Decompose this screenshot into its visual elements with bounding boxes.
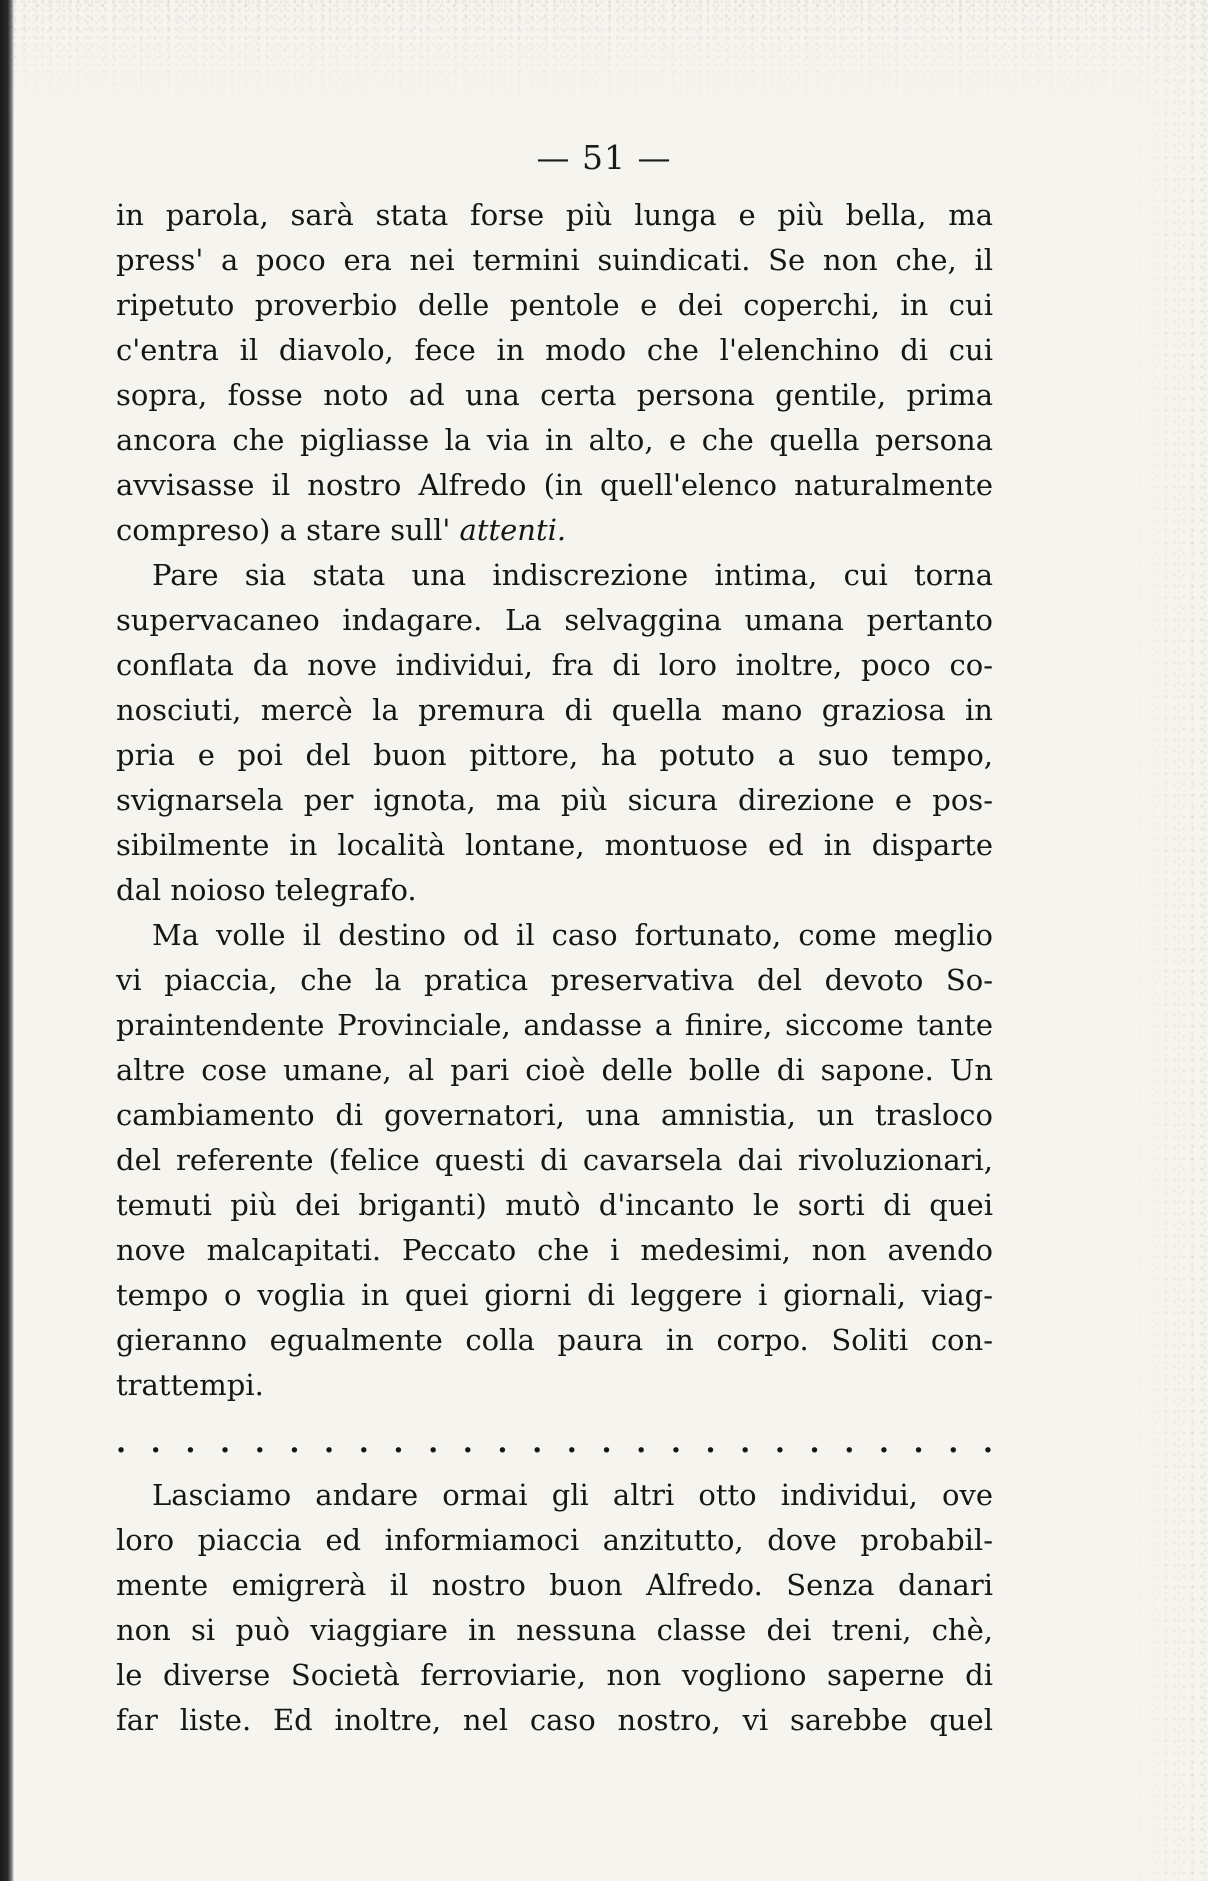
text-line: sopra, fosse noto ad una certa persona gentile, prima (116, 378, 993, 412)
text-line: altre cose umane, al pari cioè delle bolle di sapone. Un (116, 1053, 993, 1087)
text-line: cambiamento di governatori, una amnistia, un trasloco (116, 1098, 993, 1132)
text-line: sibilmente in località lontane, montuose ed in disparte (116, 828, 993, 862)
paragraph (116, 913, 993, 1408)
text-segment: compreso) a stare sull' (116, 513, 460, 547)
text-line: nosciuti, mercè la premura di quella mano graziosa in (116, 693, 993, 727)
text-line: press' a poco era nei termini suindicati. Se non che, il (116, 243, 993, 277)
text-line: far liste. Ed inoltre, nel caso nostro, vi sarebbe quel (116, 1703, 993, 1737)
text-line: praintendente Provinciale, andasse a finire, siccome tante (116, 1008, 993, 1042)
text-line: dal noioso telegrafo. (116, 873, 417, 907)
paragraph (116, 1473, 993, 1743)
text-line: vi piaccia, che la pratica preservativa del devoto So- (116, 963, 993, 997)
text-line: ancora che pigliasse la via in alto, e che quella persona (116, 423, 993, 457)
italic-text: attenti. (459, 513, 567, 547)
text-line: gieranno egualmente colla paura in corpo. Soliti con- (116, 1323, 993, 1357)
text-line: le diverse Società ferroviarie, non vogliono saperne di (116, 1658, 993, 1692)
text-line: non si può viaggiare in nessuna classe dei treni, chè, (116, 1613, 993, 1647)
text-line: del referente (felice questi di cavarsela dai rivoluzionari, (116, 1143, 993, 1177)
text-line: supervacaneo indagare. La selvaggina umana pertanto (116, 603, 993, 637)
text-line: conflata da nove individui, fra di loro inoltre, poco co- (116, 648, 993, 682)
text-line: Lasciamo andare ormai gli altri otto individui, ove (152, 1478, 993, 1512)
text-line: tempo o voglia in quei giorni di leggere i giornali, viag- (116, 1278, 993, 1312)
text-line (116, 508, 993, 553)
text-line: temuti più dei briganti) mutò d'incanto le sorti di quei (116, 1188, 993, 1222)
text-line: loro piaccia ed informiamoci anzitutto, dove probabil- (116, 1523, 993, 1557)
text-line: ripetuto proverbio delle pentole e dei coperchi, in cui (116, 288, 993, 322)
text-line: pria e poi del buon pittore, ha potuto a suo tempo, (116, 738, 993, 772)
text-line: svignarsela per ignota, ma più sicura direzione e pos- (116, 783, 993, 817)
text-line: c'entra il diavolo, fece in modo che l'elenchino di cui (116, 333, 993, 367)
text-line: in parola, sarà stata forse più lunga e più bella, ma (116, 198, 993, 232)
text-line: trattempi. (116, 1368, 264, 1402)
body-text (116, 193, 993, 1743)
text-line: Ma volle il destino od il caso fortunato, come meglio (152, 918, 993, 952)
paragraph (116, 553, 993, 913)
text-line: mente emigrerà il nostro buon Alfredo. Senza danari (116, 1568, 993, 1602)
text-line: avvisasse il nostro Alfredo (in quell'elenco naturalmente (116, 468, 993, 502)
scan-noise-top (0, 0, 1208, 120)
dotted-separator: . . . . . . . . . . . . . . . . . . . . . . . . . . (116, 1425, 993, 1459)
page-binding-shadow (0, 0, 14, 1881)
scan-noise-right (1118, 0, 1208, 1881)
text-line: nove malcapitati. Peccato che i medesimi, non avendo (116, 1233, 993, 1267)
page-number: — 51 — (536, 138, 672, 177)
text-line: Pare sia stata una indiscrezione intima, cui torna (152, 558, 993, 592)
paragraph (116, 193, 993, 553)
